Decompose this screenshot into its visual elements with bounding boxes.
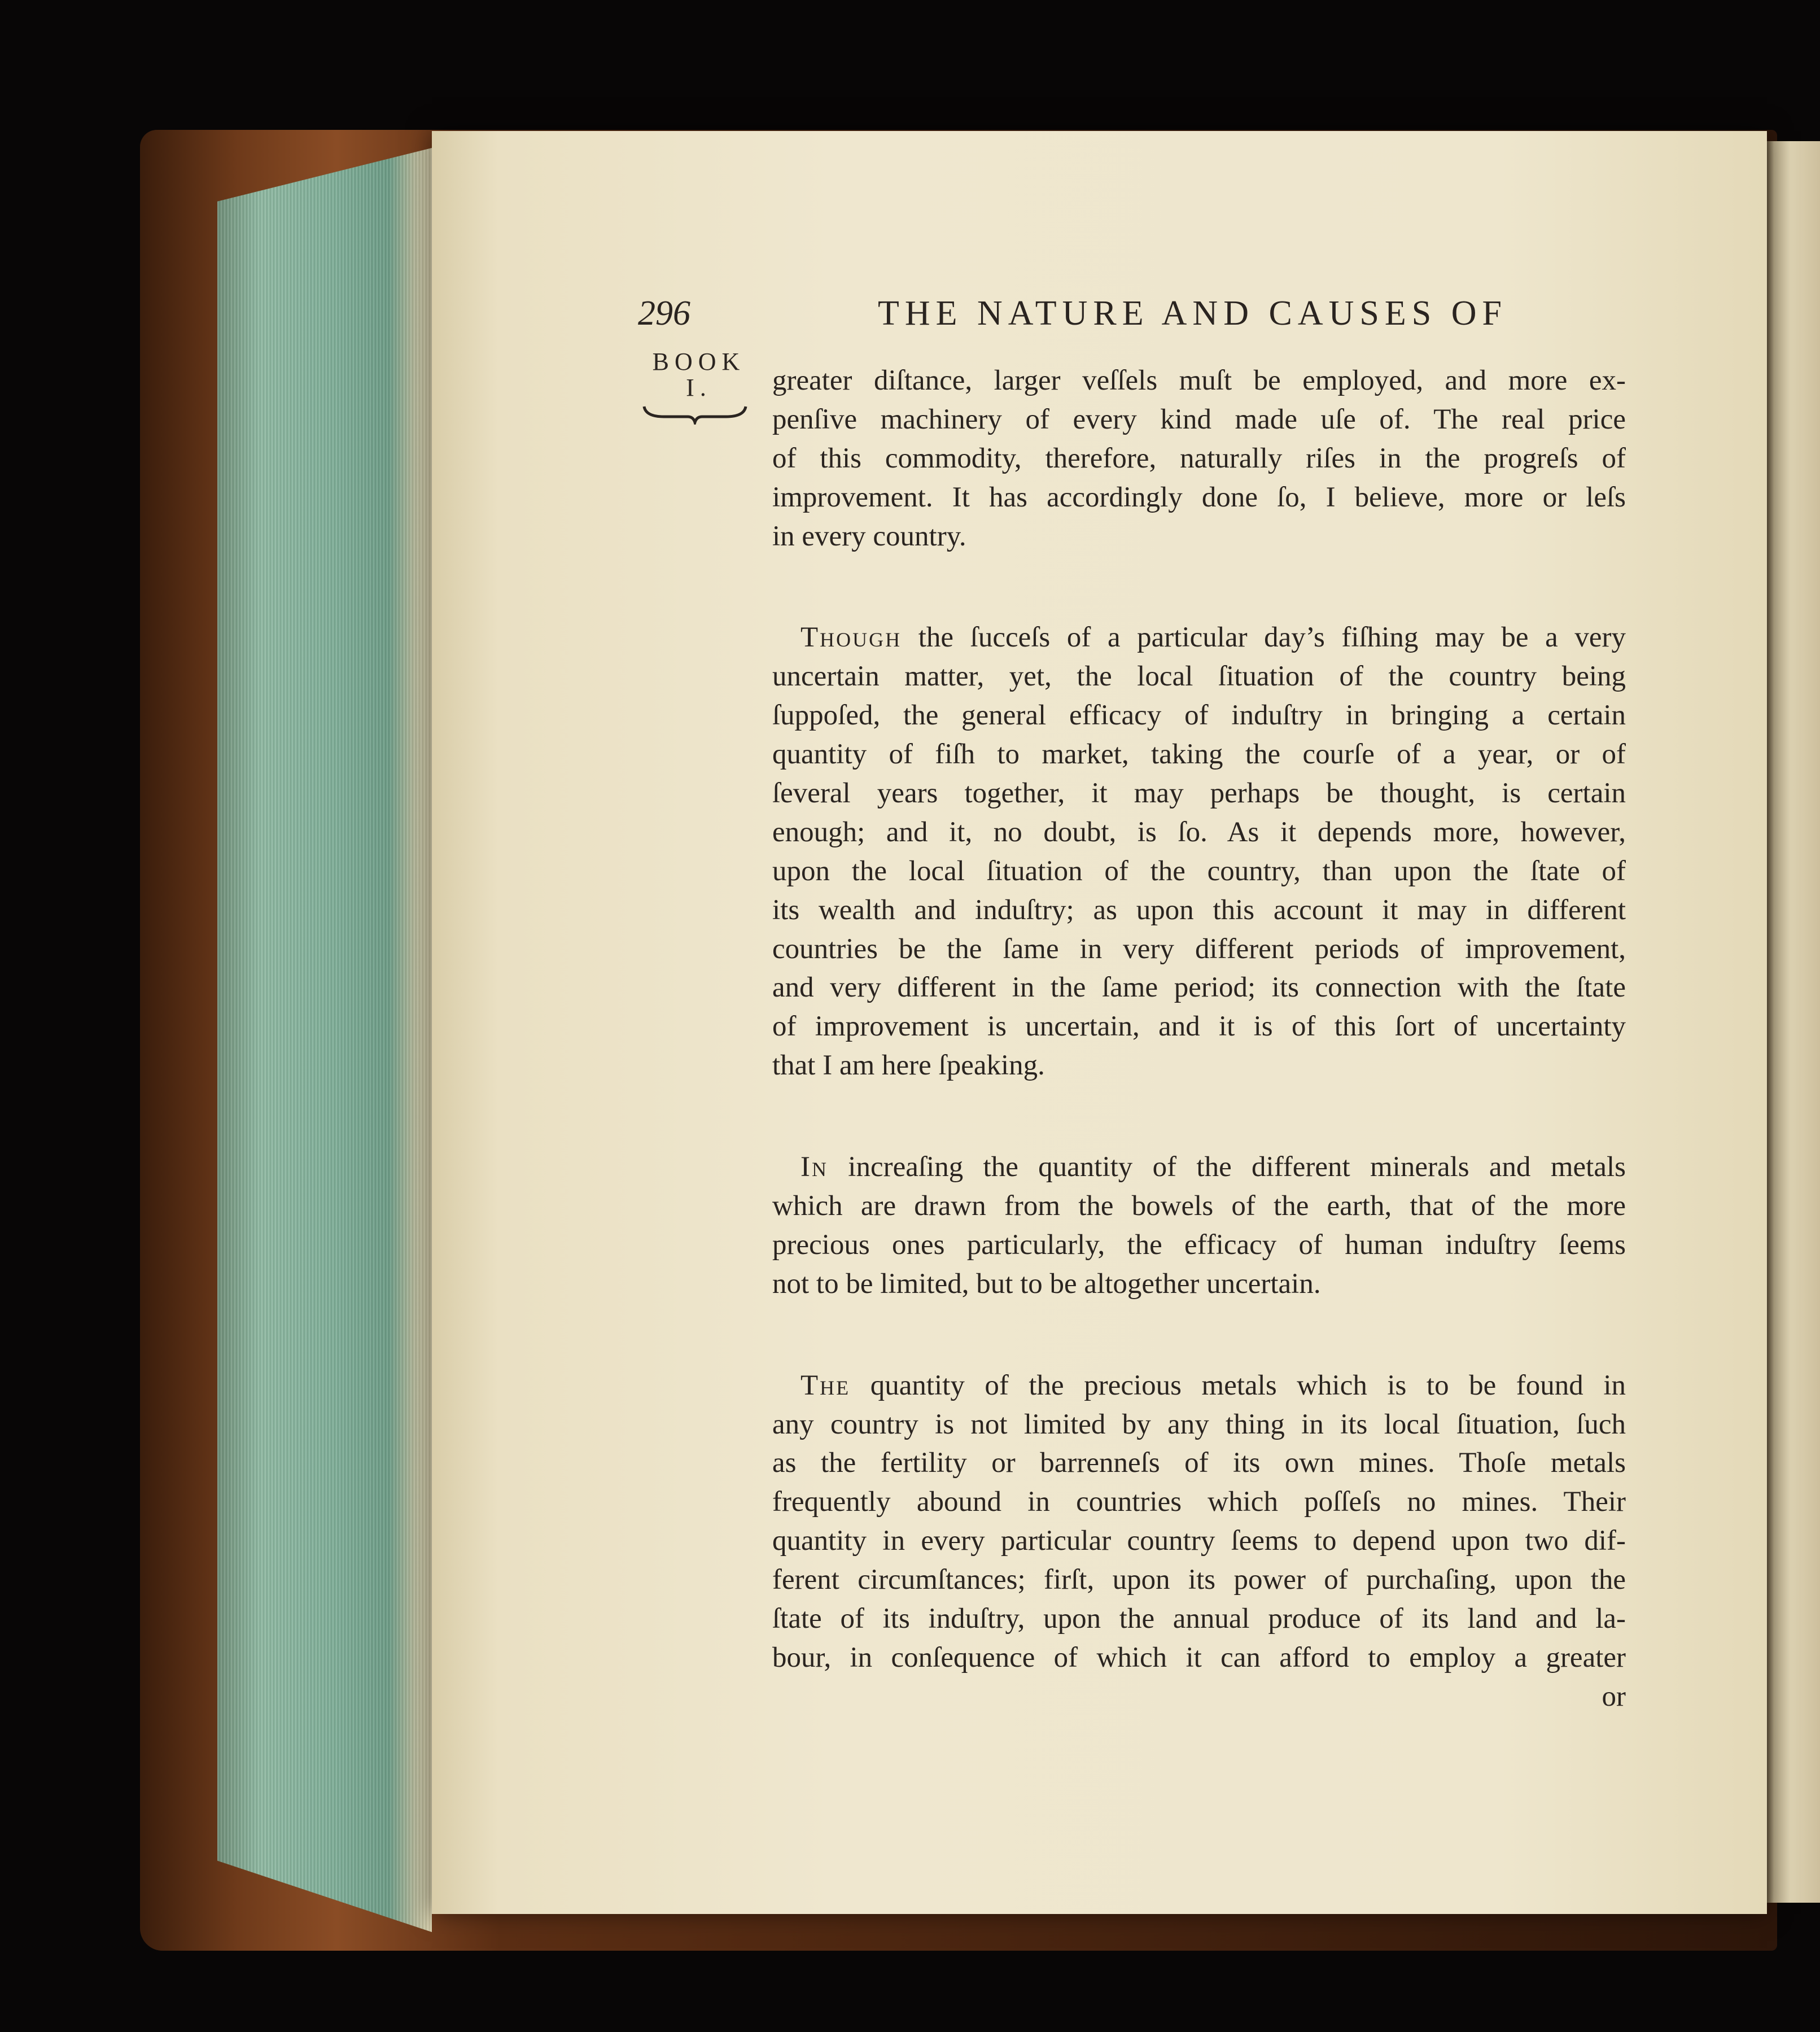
text-line: of this commodity, therefore, naturally riſes in the progreſs of [772, 442, 1626, 474]
text-line: quantity in every particular country ſeems to depend upon two dif- [772, 1525, 1626, 1557]
book-brace-ornament [641, 402, 749, 425]
catchword: or [1602, 1680, 1626, 1712]
paragraph-4 [772, 1366, 1626, 1677]
text-line: of improvement is uncertain, and it is of this ſort of uncertainty [772, 1011, 1626, 1043]
running-title: THE NATURE AND CAUSES OF [878, 294, 1507, 333]
text-line: penſive machinery of every kind made uſe of. The real price [772, 403, 1626, 435]
text-line: that I am here ſpeaking. [772, 1050, 1045, 1082]
text-line: which are drawn from the bowels of the earth, that of the more [772, 1190, 1626, 1222]
page-number: 296 [638, 294, 690, 333]
text-line: bour, in conſequence of which it can afford to employ a greater [772, 1641, 1626, 1673]
paragraph-lead: In [800, 1151, 828, 1183]
text-line: greater diſtance, larger veſſels muſt be employed, and more ex- [772, 365, 1626, 396]
text-line: ferent circumſtances; firſt, upon its power of purchaſing, upon the [772, 1564, 1626, 1596]
text-line: enough; and it, no doubt, is ſo. As it depends more, however, [772, 816, 1626, 848]
text-line: frequently abound in countries which poſſeſs no mines. Their [772, 1486, 1626, 1518]
text-run: the ſucceſs of a particular day’s fiſhing may be a very [902, 622, 1626, 654]
book-label-number: I. [686, 374, 712, 401]
text-line: and very different in the ſame period; its connection with the ſtate [772, 972, 1626, 1004]
text-line: ſeveral years together, it may perhaps be thought, is certain [772, 777, 1626, 810]
paragraph-lead: Though [800, 622, 902, 654]
text-line: uncertain matter, yet, the local ſituation of the country being [772, 661, 1626, 693]
text-line: countries be the ſame in very different periods of improvement, [772, 933, 1626, 965]
text-line: in every country. [772, 520, 966, 552]
text-line [772, 1366, 1626, 1405]
facing-page-edge [1766, 141, 1820, 1903]
text-line: ſuppoſed, the general efficacy of induſtry in bringing a certain [772, 700, 1626, 732]
text-line: improvement. It has accordingly done ſo, I believe, more or leſs [772, 481, 1626, 513]
text-line: as the fertility or barrenneſs of its own mines. Thoſe metals [772, 1447, 1626, 1479]
text-run: increaſing the quantity of the different minerals and metals [828, 1151, 1626, 1183]
paragraph-lead: The [800, 1369, 851, 1401]
text-line: quantity of fiſh to market, taking the courſe of a year, or of [772, 738, 1626, 771]
text-run: quantity of the precious metals which is to be found in [850, 1369, 1626, 1401]
paragraph-2 [772, 618, 1626, 1085]
book-label [648, 349, 750, 401]
page-edges [217, 148, 432, 1932]
text-line: not to be limited, but to be altogether uncertain. [772, 1268, 1321, 1300]
text-line [772, 618, 1626, 657]
text-line: precious ones particularly, the efficacy of human induſtry ſeems [772, 1229, 1626, 1261]
body-text [772, 361, 1626, 1716]
book-label-word: BOOK [652, 348, 746, 375]
paragraph-1 [772, 361, 1626, 556]
text-line: its wealth and induſtry; as upon this account it may in different [772, 894, 1626, 926]
paragraph-3 [772, 1148, 1626, 1304]
text-line [772, 1148, 1626, 1187]
text-line: ſtate of its induſtry, upon the annual produce of its land and la- [772, 1603, 1626, 1635]
text-line: upon the local ſituation of the country, than upon the ſtate of [772, 855, 1626, 887]
text-line: any country is not limited by any thing in its local ſituation, ſuch [772, 1408, 1626, 1440]
